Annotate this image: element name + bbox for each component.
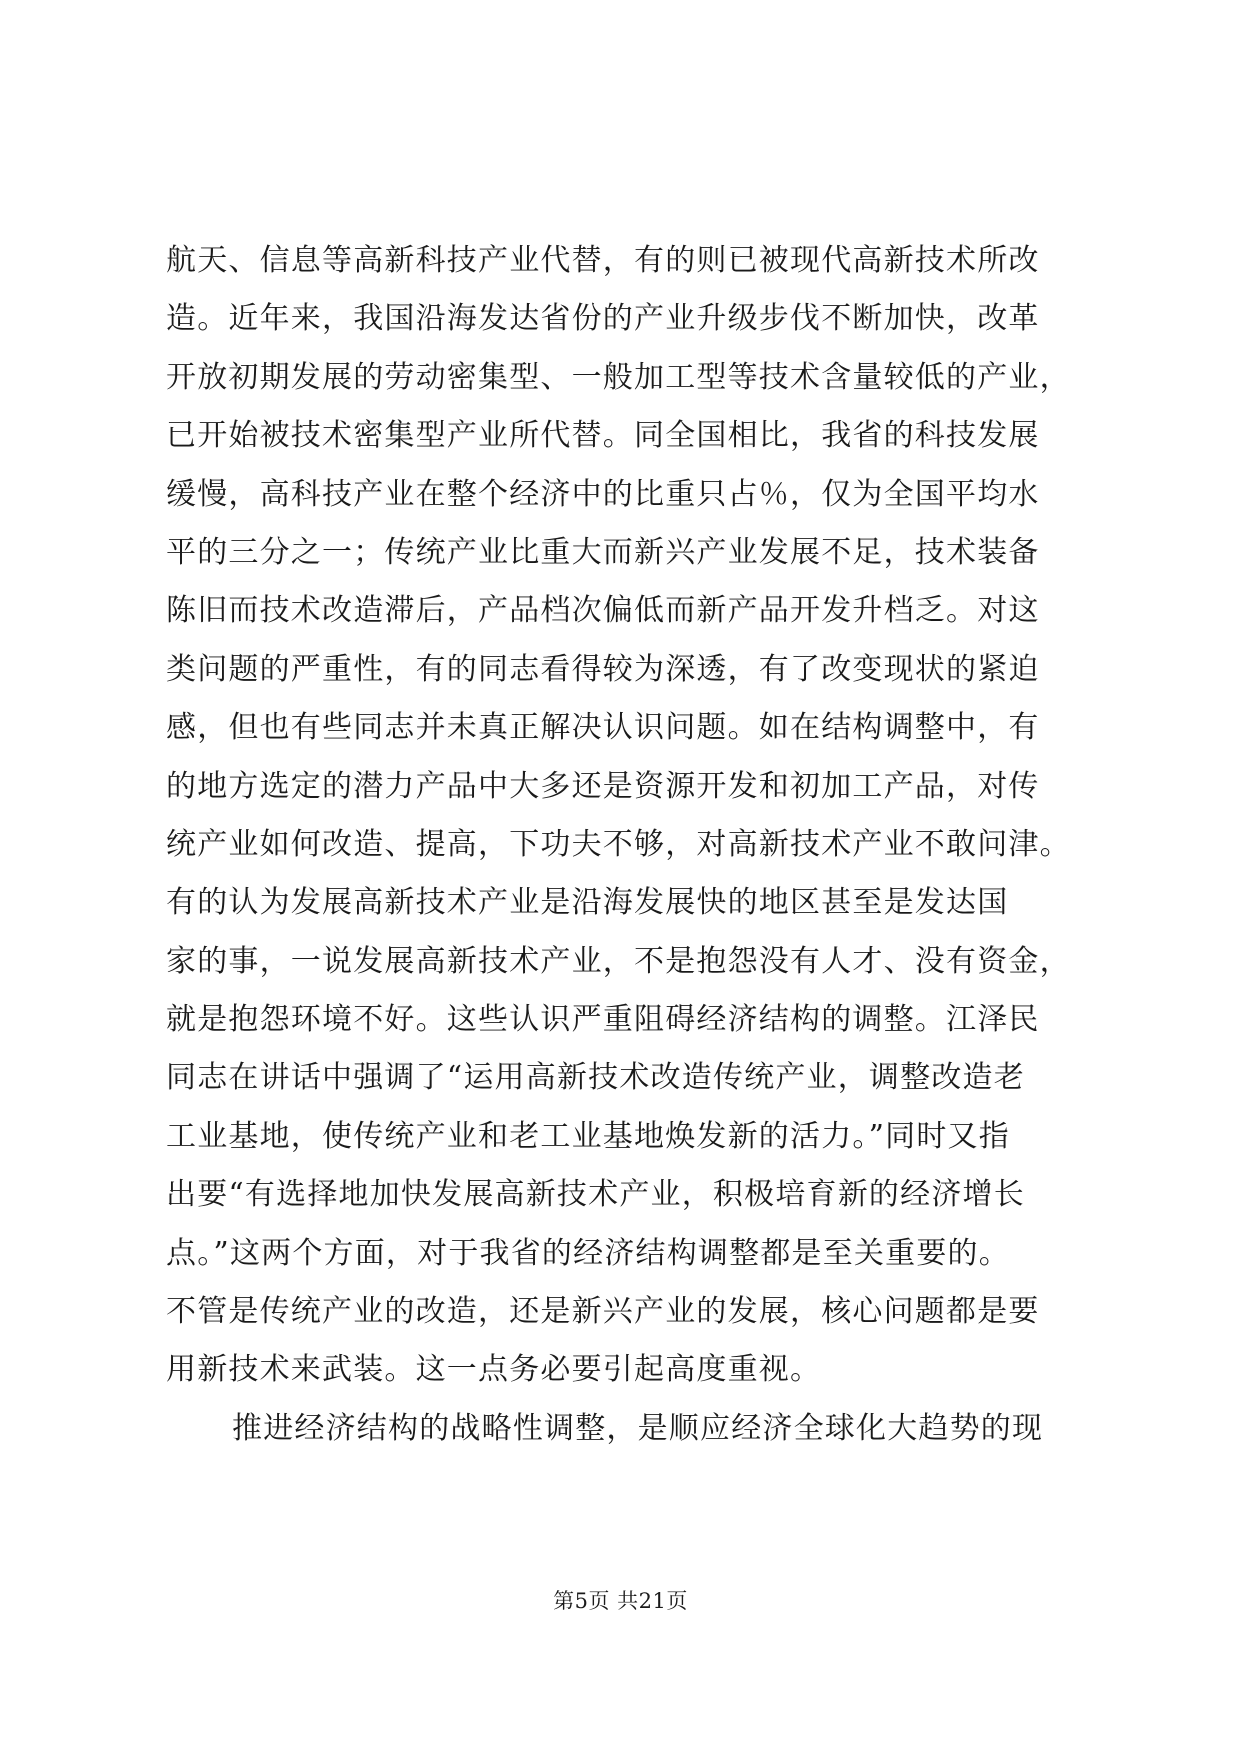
text-line: 感，但也有些同志并未真正解决认识问题。如在结构调整中，有 [166, 710, 1040, 746]
text-line: 工业基地，使传统产业和老工业基地焕发新的活力。”同时又指 [166, 1118, 1010, 1154]
text-line: 平的三分之一；传统产业比重大而新兴产业发展不足，技术装备 [166, 534, 1040, 570]
text-line: 用新技术来武装。这一点务必要引起高度重视。 [166, 1352, 822, 1388]
text-line: 航天、信息等高新科技产业代替，有的则已被现代高新技术所改 [166, 243, 1040, 278]
text-line: 缓慢，高科技产业在整个经济中的比重只占％，仅为全国平均水 [166, 476, 1040, 512]
text-line: 同志在讲话中强调了“运用高新技术改造传统产业，调整改造老 [166, 1060, 1025, 1096]
text-line: 出要“有选择地加快发展高新技术产业，积极培育新的经济增长 [166, 1177, 1025, 1213]
paragraph-start-line: 推进经济结构的战略性调整，是顺应经济全球化大趋势的现 [232, 1410, 1044, 1446]
text-line: 的地方选定的潜力产品中大多还是资源开发和初加工产品，对传 [166, 768, 1040, 804]
body-text [166, 232, 1126, 1458]
text-line: 造。近年来，我国沿海发达省份的产业升级步伐不断加快，改革 [166, 301, 1040, 337]
text-line: 已开始被技术密集型产业所代替。同全国相比，我省的科技发展 [166, 418, 1040, 454]
text-line: 不管是传统产业的改造，还是新兴产业的发展，核心问题都是要 [166, 1294, 1040, 1330]
text-line: 开放初期发展的劳动密集型、一般加工型等技术含量较低的产业， [166, 359, 1071, 395]
text-line: 家的事，一说发展高新技术产业，不是抱怨没有人才、没有资金， [166, 943, 1071, 979]
text-line: 类问题的严重性，有的同志看得较为深透，有了改变现状的紧迫 [166, 651, 1040, 687]
text-line: 点。”这两个方面，对于我省的经济结构调整都是至关重要的。 [166, 1235, 1010, 1271]
page-footer: 第5页 共21页 [553, 1589, 688, 1613]
text-line: 有的认为发展高新技术产业是沿海发展快的地区甚至是发达国 [166, 885, 1009, 921]
text-line: 统产业如何改造、提高，下功夫不够，对高新技术产业不敢问津。 [166, 826, 1071, 862]
text-line: 陈旧而技术改造滞后，产品档次偏低而新产品开发升档乏。对这 [166, 593, 1040, 629]
text-line: 就是抱怨环境不好。这些认识严重阻碍经济结构的调整。江泽民 [166, 1002, 1040, 1038]
